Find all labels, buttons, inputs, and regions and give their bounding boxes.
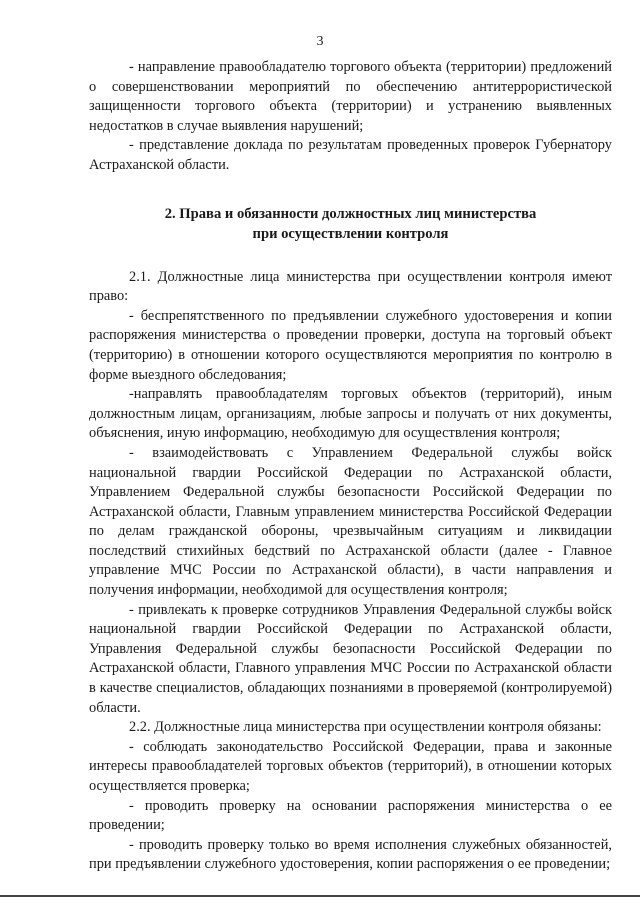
section-heading (89, 204, 612, 244)
paragraph-intro-1: - направление правообладателю торгового объекта (территории) предложений о совершенствовании мероприятий по обеспечению антитеррористической защищенности торгового объекта (территории) и устранению выявленных недостатков в случае выявления нарушений; (89, 59, 612, 134)
paragraph-right-interaction: - взаимодействовать с Управлением Федеральной службы войск национальной гвардии Российской Федерации по Астраханской области, Управлением Федеральной службы безопасности Российской Федерации по Астраханской области, Главным управлением министерства Российской Федерации по делам гражданской обороны, чрезвычайным ситуациям и ликвидации последствий стихийных бедствий по Астраханской области (далее - Главное управление МЧС России по Астраханской области), в части направления и получения информации, необходимой для осуществления контроля; (89, 444, 612, 599)
paragraph-duty-time: - проводить проверку только во время исполнения служебных обязанностей, при предъявлении служебного удостоверения, копии распоряжения о ее проведении; (89, 836, 612, 873)
paragraph-duty-basis: - проводить проверку на основании распоряжения министерства о ее проведении; (89, 797, 612, 834)
bottom-scan-edge (0, 895, 640, 897)
paragraph-right-requests: -направлять правообладателям торговых объектов (территорий), иным должностным лицам, организациям, любые запросы и получать от них документы, объяснения, иную информацию, необходимую для осуществления контроля; (89, 386, 612, 442)
paragraph-2-2: 2.2. Должностные лица министерства при осуществлении контроля обязаны: (129, 719, 602, 736)
section-heading-line-1: 2. Права и обязанности должностных лиц министерства (164, 205, 537, 222)
section-heading-line-2: при осуществлении контроля (252, 225, 449, 242)
paragraph-intro-2: - представление доклада по результатам проведенных проверок Губернатору Астраханской области. (89, 137, 612, 173)
document-body (89, 58, 612, 875)
paragraph-duty-comply: - соблюдать законодательство Российской Федерации, права и законные интересы правообладателей торговых объектов (территорий), в отношении которых осуществляется проверка; (89, 738, 612, 794)
paragraph-right-involve: - привлекать к проверке сотрудников Управления Федеральной службы войск национальной гвардии Российской Федерации по Астраханской области, Управления Федеральной службы безопасности Российской Федерации по Астраханской области, Главного управления МЧС России по Астраханской области в качестве специалистов, обладающих познаниями в проверяемой (контролируемой) области. (89, 601, 612, 716)
paragraph-right-access: - беспрепятственного по предъявлении служебного удостоверения и копии распоряжения министерства о проведении проверки, доступа на торговый объект (территорию) в отношении которого осуществляются мероприятия по контролю в форме выездного обследования; (89, 307, 612, 383)
paragraph-2-1: 2.1. Должностные лица министерства при осуществлении контроля имеют право: (89, 268, 612, 305)
page-number: 3 (316, 34, 324, 49)
